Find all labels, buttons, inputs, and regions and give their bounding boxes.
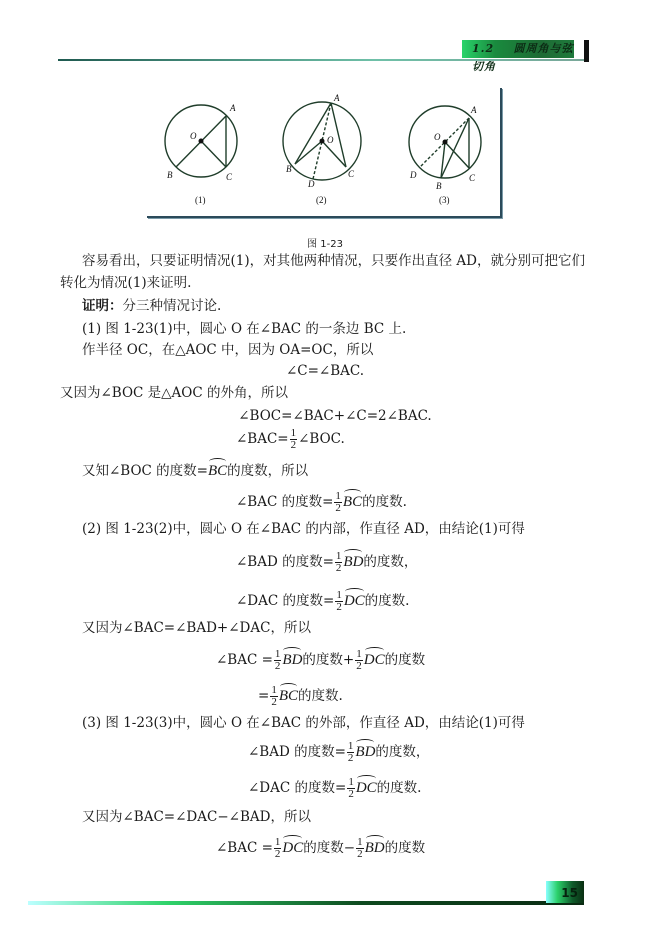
paragraph-intro-line2: 转化为情况(1)来证明. (60, 275, 192, 291)
case3-eq2: ∠DAC 的度数= $\frac{1}{2}$ DC的度数. (248, 776, 422, 800)
label-B-3: B (436, 181, 442, 191)
fraction-half: $\frac{1}{2}$ (290, 427, 297, 451)
arc-BD: BD (364, 840, 385, 856)
proof-heading (82, 297, 221, 315)
case2-eq3: ∠BAC = $\frac{1}{2}$ BD的度数+ $\frac{1}{2}$ DC的度数 (216, 648, 426, 672)
label-B-2: B (286, 164, 292, 174)
arc-BC: BC (278, 688, 298, 704)
arc-BD: BD (355, 744, 376, 760)
arc-BC: BC (342, 494, 363, 510)
label-D-2: D (308, 179, 315, 189)
paragraph-intro-line1: 容易看出，只要证明情况(1)，对其他两种情况，只要作出直径 AD，就分别可把它们 (82, 253, 585, 269)
arc-DC: DC (282, 840, 304, 856)
label-O-3: O (434, 132, 441, 142)
label-C-3: C (469, 173, 476, 183)
page-number: 15 (546, 881, 584, 903)
case1-eq1: ∠C=∠BAC. (285, 363, 365, 379)
figure-1-23 (147, 88, 502, 218)
label-C-2: C (348, 169, 355, 179)
figure-caption: 图 1-23 (307, 239, 343, 250)
case2-eq1: ∠BAD 的度数= $\frac{1}{2}$ BD的度数， (236, 550, 418, 574)
arc-DC: DC (355, 780, 377, 796)
arc-DC: DC (343, 593, 365, 609)
proof-intro: 分三种情况讨论. (122, 298, 222, 314)
case1-line3: 又因为∠BOC 是△AOC 的外角，所以 (60, 385, 288, 401)
case3-eq1: ∠BAD 的度数= $\frac{1}{2}$ BD的度数， (248, 740, 430, 764)
case2-line1: (2) 图 1-23(2)中，圆心 O 在∠BAC 的内部，作直径 AD，由结论(1)可得 (82, 521, 525, 537)
case1-eq3: ∠BAC= $\frac{1}{2}$ ∠BOC. (236, 427, 345, 451)
label-B-1: B (167, 170, 173, 180)
geometry-diagram (0, 0, 650, 260)
panel-3-label: (3) (439, 195, 450, 205)
case1-eq4: ∠BAC 的度数= $\frac{1}{2}$ BC的度数. (236, 490, 407, 514)
arc-BD: BD (343, 554, 364, 570)
case2-eq4: = $\frac{1}{2}$ BC的度数. (258, 684, 343, 708)
panel-3-diagram (409, 106, 481, 178)
case2-line2: 又因为∠BAC=∠BAD+∠DAC，所以 (82, 620, 311, 636)
label-O-2: O (327, 135, 334, 145)
label-A-3: A (471, 105, 477, 115)
label-A-2: A (334, 93, 340, 103)
footer-rule (28, 901, 584, 905)
panel-1-diagram (165, 105, 237, 177)
label-C-1: C (226, 172, 233, 182)
panel-2-label: (2) (316, 195, 327, 205)
case2-eq2: ∠DAC 的度数= $\frac{1}{2}$ DC的度数. (236, 589, 410, 613)
arc-BC: BC (207, 463, 228, 479)
arc-DC: DC (363, 652, 385, 668)
case1-line1: (1) 图 1-23(1)中，圆心 O 在∠BAC 的一条边 BC 上. (82, 321, 407, 337)
case1-line2: 作半径 OC，在△AOC 中，因为 OA=OC，所以 (82, 342, 374, 358)
label-A-1: A (230, 103, 236, 113)
label-D-3: D (410, 170, 417, 180)
case1-line4: 又知∠BOC 的度数=BC的度数，所以 (82, 463, 309, 479)
proof-label: 证明： (82, 298, 123, 314)
label-O-1: O (190, 131, 197, 141)
section-number: 1.2 (472, 42, 495, 55)
section-title: 圆周角与弦切角 (472, 42, 574, 73)
case3-eq3: ∠BAC = $\frac{1}{2}$ DC的度数− $\frac{1}{2}$ BD的度数 (216, 836, 426, 860)
case3-line2: 又因为∠BAC=∠DAC−∠BAD，所以 (82, 809, 311, 825)
panel-1-label: (1) (195, 195, 206, 205)
arc-BD: BD (282, 652, 303, 668)
case1-eq2: ∠BOC=∠BAC+∠C=2∠BAC. (238, 408, 432, 424)
case3-line1: (3) 图 1-23(3)中，圆心 O 在∠BAC 的外部，作直径 AD，由结论(1)可得 (82, 715, 525, 731)
